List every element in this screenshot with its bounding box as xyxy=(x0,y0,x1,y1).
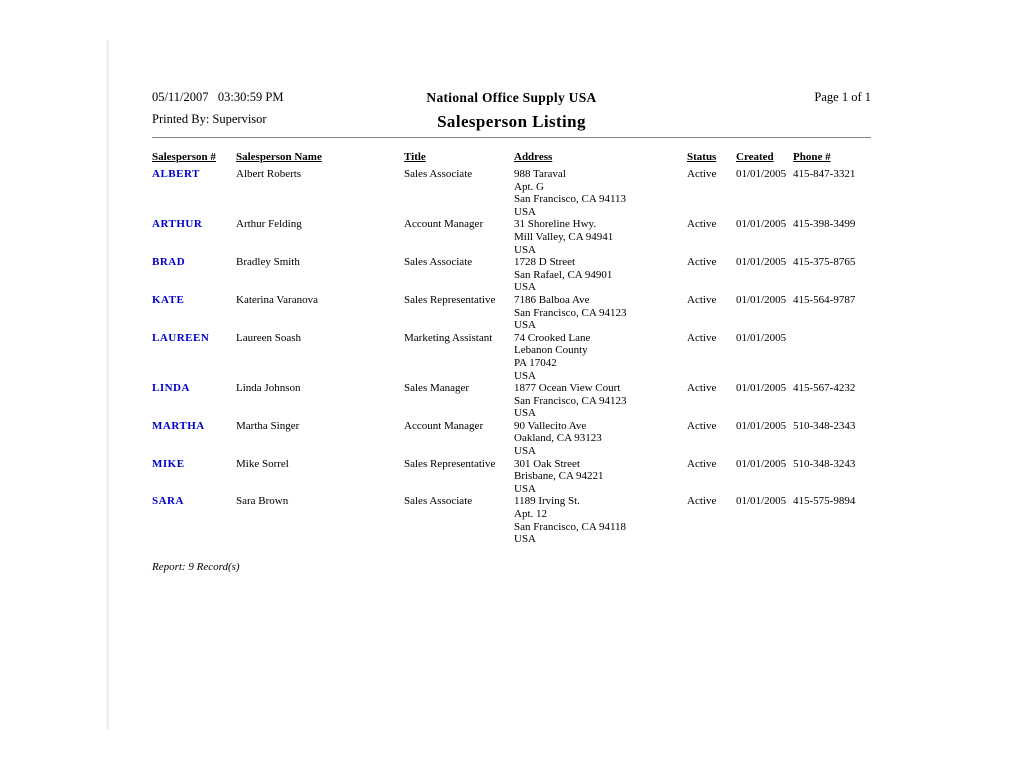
salesperson-status: Active xyxy=(687,168,717,180)
salesperson-address: 74 Crooked Lane Lebanon County PA 17042 USA xyxy=(514,331,591,382)
salesperson-id-link[interactable]: MIKE xyxy=(152,457,185,470)
column-header-address: Address xyxy=(514,151,553,163)
salesperson-name: Katerina Varanova xyxy=(236,293,318,306)
salesperson-title: Marketing Assistant xyxy=(404,331,493,344)
salesperson-created: 01/01/2005 xyxy=(736,331,787,344)
table-row xyxy=(152,256,871,294)
salesperson-name: Laureen Soash xyxy=(236,331,302,344)
salesperson-id-link[interactable]: LAUREEN xyxy=(152,331,210,344)
table-row xyxy=(152,382,871,420)
salesperson-phone xyxy=(793,332,871,382)
record-count: Report: 9 Record(s) xyxy=(152,560,240,573)
salesperson-status: Active xyxy=(687,218,717,231)
report-header xyxy=(152,90,871,137)
salesperson-name: Albert Roberts xyxy=(236,168,302,180)
salesperson-created: 01/01/2005 xyxy=(736,457,787,470)
table-header-row xyxy=(152,151,871,163)
salesperson-address: 1189 Irving St. Apt. 12 San Francisco, CA 94118 USA xyxy=(514,495,627,546)
salesperson-phone: 415-575-9894 xyxy=(793,495,856,508)
salesperson-address: 988 Taraval Apt. G San Francisco, CA 94113 USA xyxy=(514,168,627,218)
salesperson-title: Account Manager xyxy=(404,419,484,432)
salesperson-phone: 415-564-9787 xyxy=(793,293,856,306)
table-row xyxy=(152,420,871,458)
salesperson-title: Sales Associate xyxy=(404,495,473,508)
salesperson-id-link[interactable]: MARTHA xyxy=(152,419,205,432)
salesperson-name: Bradley Smith xyxy=(236,256,300,269)
salesperson-status: Active xyxy=(687,256,717,269)
salesperson-status: Active xyxy=(687,331,717,344)
salesperson-title: Sales Associate xyxy=(404,256,473,269)
salesperson-address: 1877 Ocean View Court San Francisco, CA 94123 USA xyxy=(514,382,627,420)
column-header-created: Created xyxy=(736,151,774,163)
salesperson-name: Mike Sorrel xyxy=(236,457,289,470)
header-center xyxy=(152,90,871,132)
salesperson-phone: 415-567-4232 xyxy=(793,382,856,395)
table-body xyxy=(152,168,871,546)
salesperson-address: 31 Shoreline Hwy. Mill Valley, CA 94941 USA xyxy=(514,218,614,256)
salesperson-status: Active xyxy=(687,293,717,306)
salesperson-title: Sales Representative xyxy=(404,457,496,470)
salesperson-phone: 415-398-3499 xyxy=(793,218,856,231)
salesperson-status: Active xyxy=(687,382,717,395)
salesperson-phone: 510-348-3243 xyxy=(793,457,856,470)
salesperson-address: 1728 D Street San Rafael, CA 94901 USA xyxy=(514,256,613,294)
salesperson-title: Sales Representative xyxy=(404,293,496,306)
salesperson-created: 01/01/2005 xyxy=(736,495,787,508)
table-row xyxy=(152,332,871,382)
table-row xyxy=(152,168,871,218)
salesperson-name: Arthur Felding xyxy=(236,218,302,231)
salesperson-phone: 415-847-3321 xyxy=(793,168,856,180)
page-number: Page 1 of 1 xyxy=(814,90,871,104)
salesperson-id-link[interactable]: KATE xyxy=(152,293,185,306)
column-header-title: Title xyxy=(404,151,426,163)
salesperson-created: 01/01/2005 xyxy=(736,256,787,269)
table-row xyxy=(152,294,871,332)
page-left-edge xyxy=(106,40,109,730)
header-divider xyxy=(152,137,871,138)
table-row xyxy=(152,495,871,545)
printed-by: Printed By: Supervisor xyxy=(152,112,267,126)
salesperson-name: Martha Singer xyxy=(236,419,300,432)
table-row xyxy=(152,218,871,256)
salesperson-title: Sales Manager xyxy=(404,382,470,395)
salesperson-status: Active xyxy=(687,419,717,432)
salesperson-address: 90 Vallecito Ave Oakland, CA 93123 USA xyxy=(514,419,602,458)
salesperson-table xyxy=(152,151,871,546)
column-header-status: Status xyxy=(687,151,717,163)
salesperson-title: Account Manager xyxy=(404,218,484,231)
column-header-salesperson-name: Salesperson Name xyxy=(236,151,322,163)
report-datetime: 05/11/2007 03:30:59 PM xyxy=(152,90,284,104)
salesperson-phone: 510-348-2343 xyxy=(793,419,856,432)
salesperson-id-link[interactable]: BRAD xyxy=(152,256,186,269)
salesperson-created: 01/01/2005 xyxy=(736,382,787,395)
salesperson-name: Linda Johnson xyxy=(236,382,301,395)
salesperson-id-link[interactable]: ARTHUR xyxy=(152,218,203,231)
salesperson-status: Active xyxy=(687,457,717,470)
table-row xyxy=(152,458,871,496)
salesperson-id-link[interactable]: LINDA xyxy=(152,382,190,395)
salesperson-phone: 415-375-8765 xyxy=(793,256,856,269)
salesperson-created: 01/01/2005 xyxy=(736,168,787,180)
salesperson-created: 01/01/2005 xyxy=(736,218,787,231)
salesperson-address: 301 Oak Street Brisbane, CA 94221 USA xyxy=(514,457,604,495)
salesperson-title: Sales Associate xyxy=(404,168,473,180)
report-title: Salesperson Listing xyxy=(437,112,586,131)
salesperson-status: Active xyxy=(687,495,717,508)
salesperson-created: 01/01/2005 xyxy=(736,419,787,432)
salesperson-created: 01/01/2005 xyxy=(736,293,787,306)
salesperson-name: Sara Brown xyxy=(236,495,289,508)
report-content xyxy=(152,90,871,573)
company-name: National Office Supply USA xyxy=(426,90,597,105)
salesperson-id-link[interactable]: SARA xyxy=(152,495,184,508)
column-header-salesperson-id: Salesperson # xyxy=(152,151,216,163)
column-header-phone: Phone # xyxy=(793,151,831,163)
salesperson-address: 7186 Balboa Ave San Francisco, CA 94123 USA xyxy=(514,293,627,332)
salesperson-id-link[interactable]: ALBERT xyxy=(152,168,200,180)
